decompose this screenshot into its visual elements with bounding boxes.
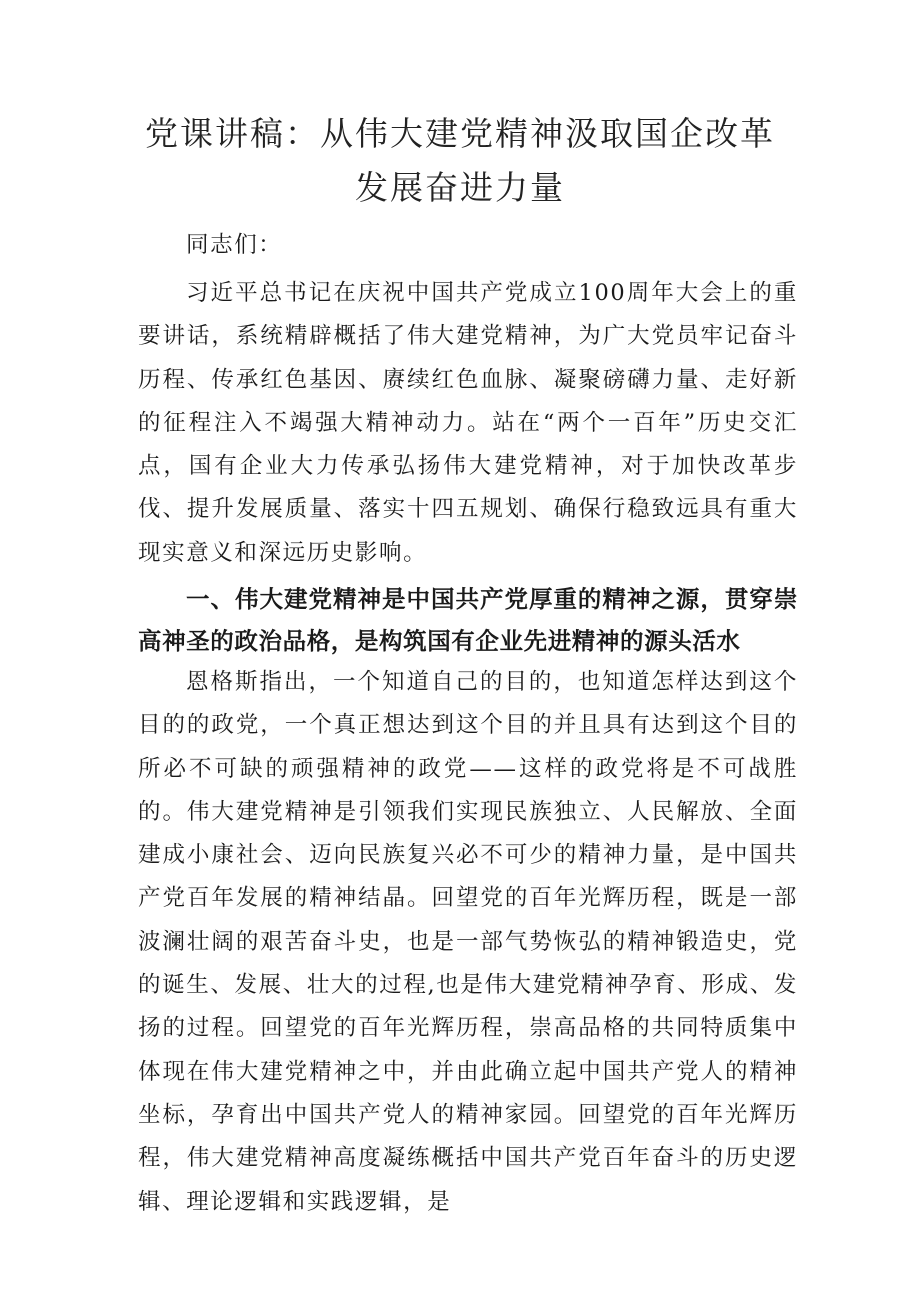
section-heading-1: 一、伟大建党精神是中国共产党厚重的精神之源，贯穿崇高神圣的政治品格，是构筑国有企业先进精神的源头活水 xyxy=(138,585,798,655)
greeting: 同志们： xyxy=(186,232,283,258)
document-title-line-2: 发展奋进力量 xyxy=(355,168,565,207)
paragraph-section-1: 恩格斯指出，一个知道自己的目的，也知道怎样达到这个目的的政党，一个真正想达到这个目的并且具有达到这个目的所必不可缺的顽强精神的政党——这样的政党将是不可战胜的。伟大建党精神是引领我们实现民族独立、人民解放、全面建成小康社会、迈向民族复兴必不可少的精神力量，是中国共产党百年发展的精神结晶。回望党的百年光辉历程，既是一部波澜壮阔的艰苦奋斗史，也是一部气势恢弘的精神锻造史，党的诞生、发展、壮大的过程,也是伟大建党精神孕育、形成、发扬的过程。回望党的百年光辉历程，崇高品格的共同特质集中体现在伟大建党精神之中，并由此确立起中国共产党人的精神坐标，孕育出中国共产党人的精神家园。回望党的百年光辉历程，伟大建党精神高度凝练概括中国共产党百年奋斗的历史逻辑、理论逻辑和实践逻辑，是 xyxy=(138,669,798,1215)
paragraph-intro: 习近平总书记在庆祝中国共产党成立100周年大会上的重要讲话，系统精辟概括了伟大建党精神，为广大党员牢记奋斗历程、传承红色基因、赓续红色血脉、凝聚磅礴力量、走好新的征程注入不竭强大精神动力。站在“两个一百年”历史交汇点，国有企业大力传承弘扬伟大建党精神，对于加快改革步伐、提升发展质量、落实十四五规划、确保行稳致远具有重大现实意义和深远历史影响。 xyxy=(138,280,798,566)
document-title-line-1: 党课讲稿：从伟大建党精神汲取国企改革 xyxy=(145,114,775,153)
